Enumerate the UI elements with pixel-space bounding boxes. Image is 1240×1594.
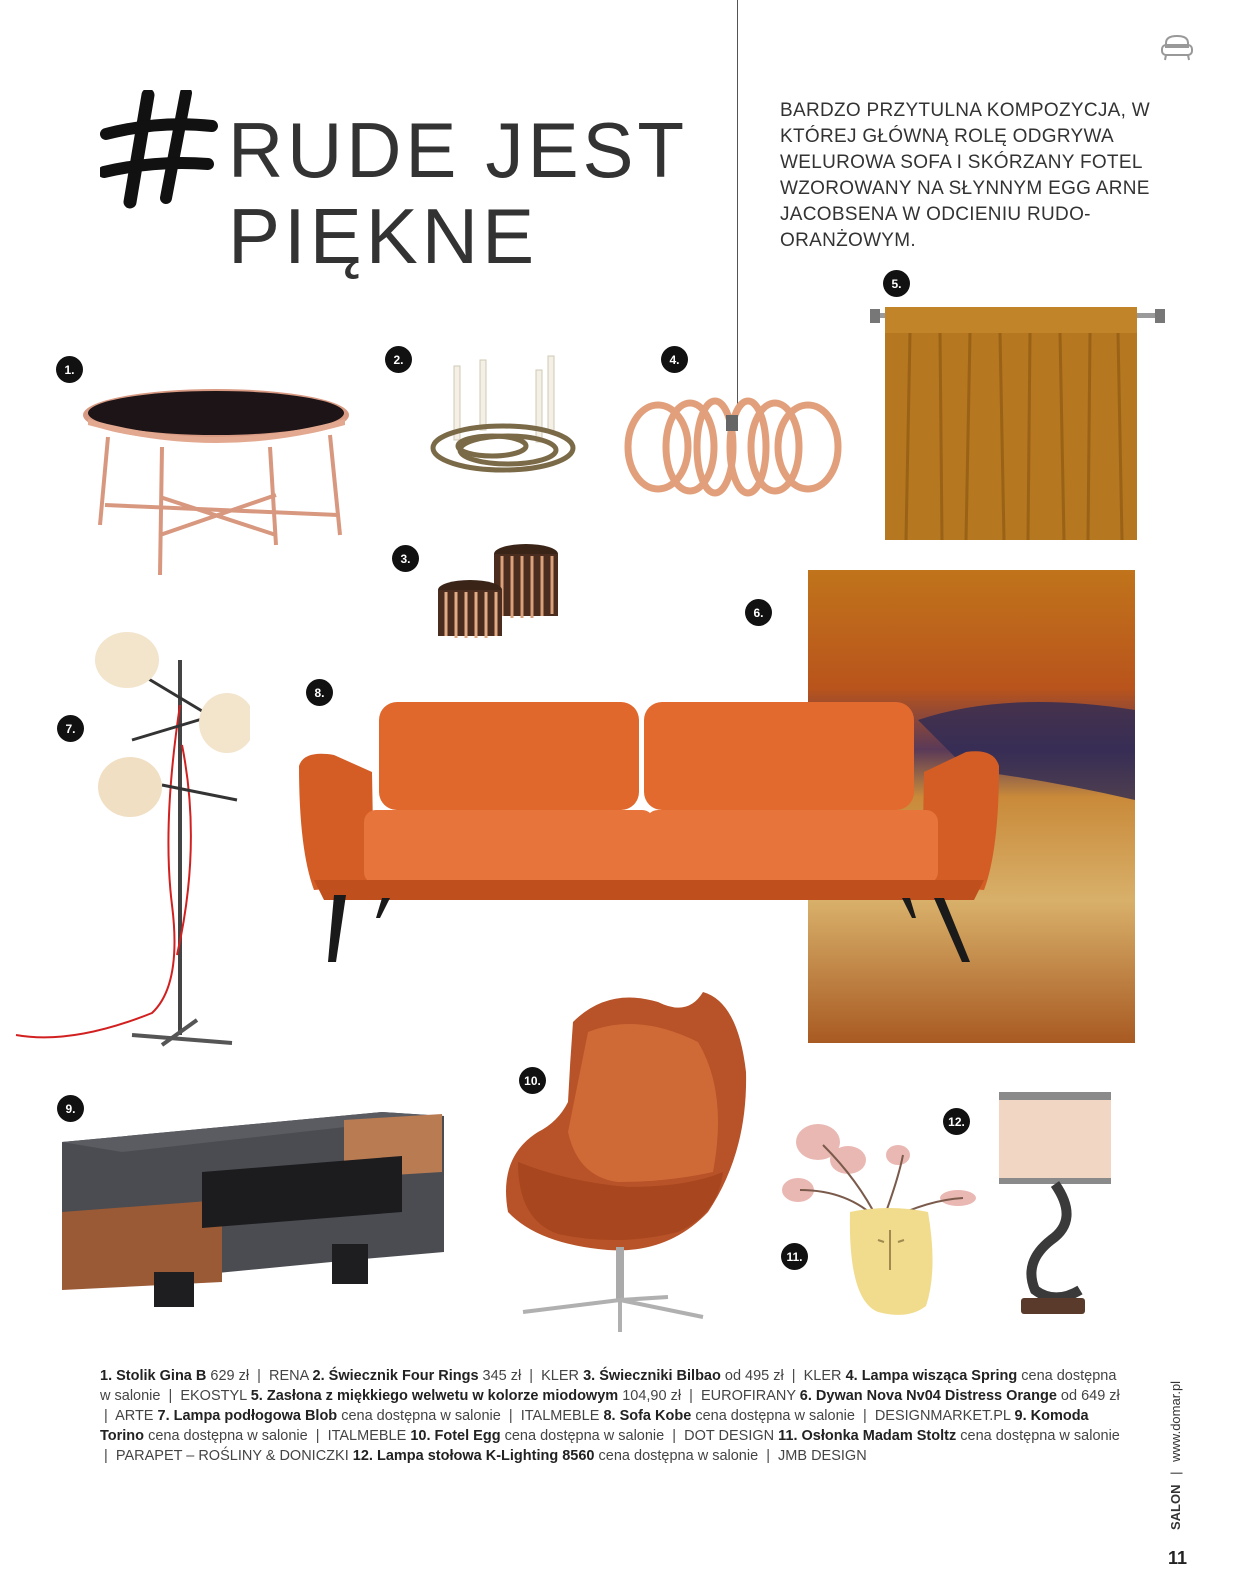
sofa-image: [294, 700, 1004, 965]
badge-4: 4.: [661, 346, 688, 373]
badge-8: 8.: [306, 679, 333, 706]
curtain-image: [870, 303, 1165, 540]
caption-item: 3. Świeczniki Bilbao od 495 zł | KLER: [583, 1368, 842, 1384]
badge-9: 9.: [57, 1095, 84, 1122]
badge-1: 1.: [56, 356, 83, 383]
title-line-1: RUDE JEST: [228, 106, 689, 194]
product-caption: [100, 1366, 1120, 1466]
coffee-table-image: [80, 385, 355, 580]
badge-5: 5.: [883, 270, 910, 297]
section-name: SALON: [1168, 1484, 1183, 1530]
caption-item: 4. Lampa wisząca Spring cena dostępna w salonie | EKOSTYL: [100, 1368, 1117, 1404]
running-footer: [1168, 1330, 1188, 1530]
badge-6: 6.: [745, 599, 772, 626]
caption-item: 12. Lampa stołowa K-Lighting 8560 cena dostępna w salonie | JMB DESIGN: [352, 1448, 867, 1464]
floor-lamp-image: [12, 625, 250, 1055]
caption-item: 10. Fotel Egg cena dostępna w salonie | DOT DESIGN: [410, 1428, 775, 1444]
lamp-cord-divider: [737, 0, 738, 410]
badge-12: 12.: [943, 1108, 970, 1135]
caption-item: 1. Stolik Gina B 629 zł | RENA: [100, 1368, 309, 1384]
candle-holder-image: [428, 352, 578, 480]
footer-separator: |: [1168, 1471, 1183, 1475]
caption-item: 5. Zasłona z miękkiego welwetu w kolorze miodowym 104,90 zł | EUROFIRANY: [250, 1388, 796, 1404]
title-line-2: PIĘKNE: [228, 192, 539, 280]
badge-3: 3.: [392, 545, 419, 572]
badge-2: 2.: [385, 346, 412, 373]
intro-text: BARDZO PRZYTULNA KOMPOZYCJA, W KTÓREJ GŁÓWNĄ ROLĘ ODGRYWA WELUROWA SOFA I SKÓRZANY FOTEL WZOROWANY NA SŁYNNYM EGG ARNE JACOBSENA W ODCIENIU RUDO-ORANŻOWYM.: [780, 100, 1151, 251]
badge-10: 10.: [519, 1067, 546, 1094]
caption-item: 9. Komoda Torino cena dostępna w salonie | ITALMEBLE: [100, 1408, 1089, 1444]
caption-item: 2. Świecznik Four Rings 345 zł | KLER: [312, 1368, 580, 1384]
page-number: 11: [1168, 1548, 1188, 1568]
vase-plant-image: [778, 1120, 988, 1320]
badge-11: 11.: [781, 1243, 808, 1270]
caption-item: 11. Osłonka Madam Stoltz cena dostępna w salonie | PARAPET – ROŚLINY & DONICZKI: [100, 1428, 1120, 1464]
egg-chair-image: [498, 982, 753, 1334]
caption-item: 8. Sofa Kobe cena dostępna w salonie | DESIGNMARKET.PL: [603, 1408, 1011, 1424]
caption-item: 7. Lampa podłogowa Blob cena dostępna w salonie | ITALMEBLE: [157, 1408, 600, 1424]
sideboard-image: [62, 1112, 444, 1307]
armchair-icon: [1160, 33, 1194, 63]
pendant-lamp-image: [620, 395, 845, 505]
caption-item: 6. Dywan Nova Nv04 Distress Orange od 649 zł | ARTE: [100, 1388, 1120, 1424]
table-lamp-image: [995, 1090, 1115, 1318]
candle-lanterns-image: [436, 540, 568, 648]
badge-7: 7.: [57, 715, 84, 742]
site-url[interactable]: www.domar.pl: [1168, 1380, 1183, 1462]
page-title: [228, 108, 697, 278]
hashtag-brush-icon: [100, 90, 220, 210]
